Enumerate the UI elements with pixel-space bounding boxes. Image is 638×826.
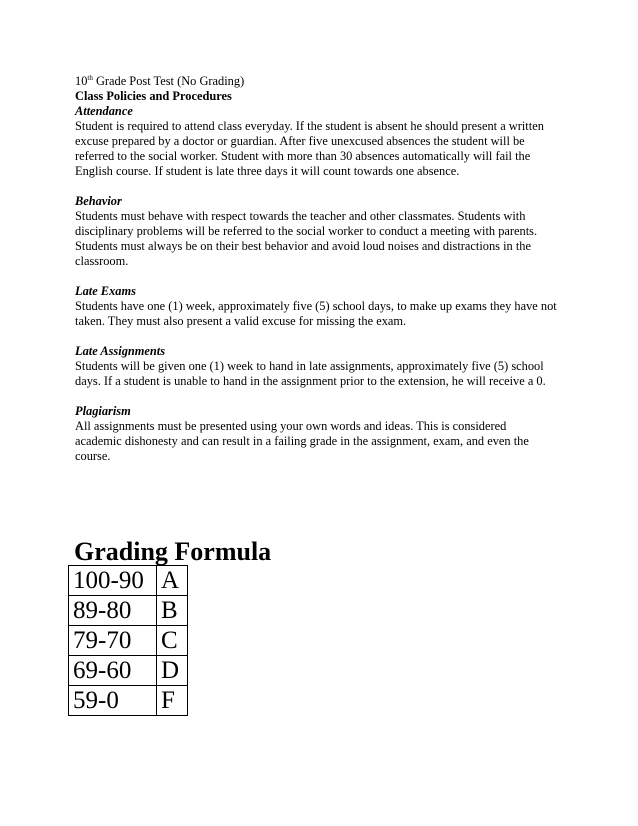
grading-formula-title: Grading Formula [74, 537, 272, 566]
plagiarism-line: course. [75, 449, 111, 463]
grade-letter: D [157, 656, 188, 686]
paragraph-spacer [75, 179, 575, 194]
behavior-line: Students must behave with respect towards the teacher and other classmates. Students with [75, 209, 526, 223]
late-exams-line: Students have one (1) week, approximately five (5) school days, to make up exams they have not [75, 299, 557, 313]
section-heading-behavior: Behavior [75, 194, 122, 208]
grade-range: 79-70 [69, 626, 157, 656]
grade-row [69, 596, 188, 626]
grade-range: 59-0 [69, 686, 157, 716]
paragraph-spacer [75, 389, 575, 404]
document-body [75, 74, 575, 464]
grade-letter: C [157, 626, 188, 656]
attendance-line: Student is required to attend class everyday. If the student is absent he should present a written [75, 119, 544, 133]
paragraph-spacer [75, 329, 575, 344]
grade-row [69, 686, 188, 716]
grade-letter: F [157, 686, 188, 716]
section-heading-late-exams: Late Exams [75, 284, 136, 298]
grade-letter: B [157, 596, 188, 626]
title-text: Grade Post Test (No Grading) [92, 74, 245, 88]
grade-superscript: th [87, 74, 93, 82]
grade-row [69, 626, 188, 656]
plagiarism-line: All assignments must be presented using your own words and ideas. This is considered [75, 419, 507, 433]
document-subtitle: Class Policies and Procedures [75, 89, 232, 103]
late-assignments-line: Students will be given one (1) week to hand in late assignments, approximately five (5) school [75, 359, 544, 373]
attendance-line: excuse prepared by a doctor or guardian. After five unexcused absences the student will be [75, 134, 525, 148]
grade-row [69, 656, 188, 686]
paragraph-spacer [75, 269, 575, 284]
grade-range: 100-90 [69, 566, 157, 596]
late-assignments-line: days. If a student is unable to hand in the assignment prior to the extension, he will receive a 0. [75, 374, 546, 388]
grade-range: 89-80 [69, 596, 157, 626]
section-heading-plagiarism: Plagiarism [75, 404, 131, 418]
late-exams-line: taken. They must also present a valid excuse for missing the exam. [75, 314, 407, 328]
grade-row [69, 566, 188, 596]
grade-letter: A [157, 566, 188, 596]
attendance-line: referred to the social worker. Student with more than 30 absences automatically will fail the [75, 149, 531, 163]
behavior-line: classroom. [75, 254, 129, 268]
section-heading-attendance: Attendance [75, 104, 133, 118]
plagiarism-line: academic dishonesty and can result in a failing grade in the assignment, exam, and even the [75, 434, 529, 448]
grading-table [68, 565, 188, 716]
behavior-line: Students must always be on their best behavior and avoid loud noises and distractions in the [75, 239, 531, 253]
document-title [75, 74, 575, 89]
grade-range: 69-60 [69, 656, 157, 686]
behavior-line: disciplinary problems will be referred to the social worker to conduct a meeting with parents. [75, 224, 538, 238]
grade-number: 10 [75, 74, 88, 88]
attendance-line: English course. If student is late three days it will count towards one absence. [75, 164, 460, 178]
section-heading-late-assignments: Late Assignments [75, 344, 166, 358]
